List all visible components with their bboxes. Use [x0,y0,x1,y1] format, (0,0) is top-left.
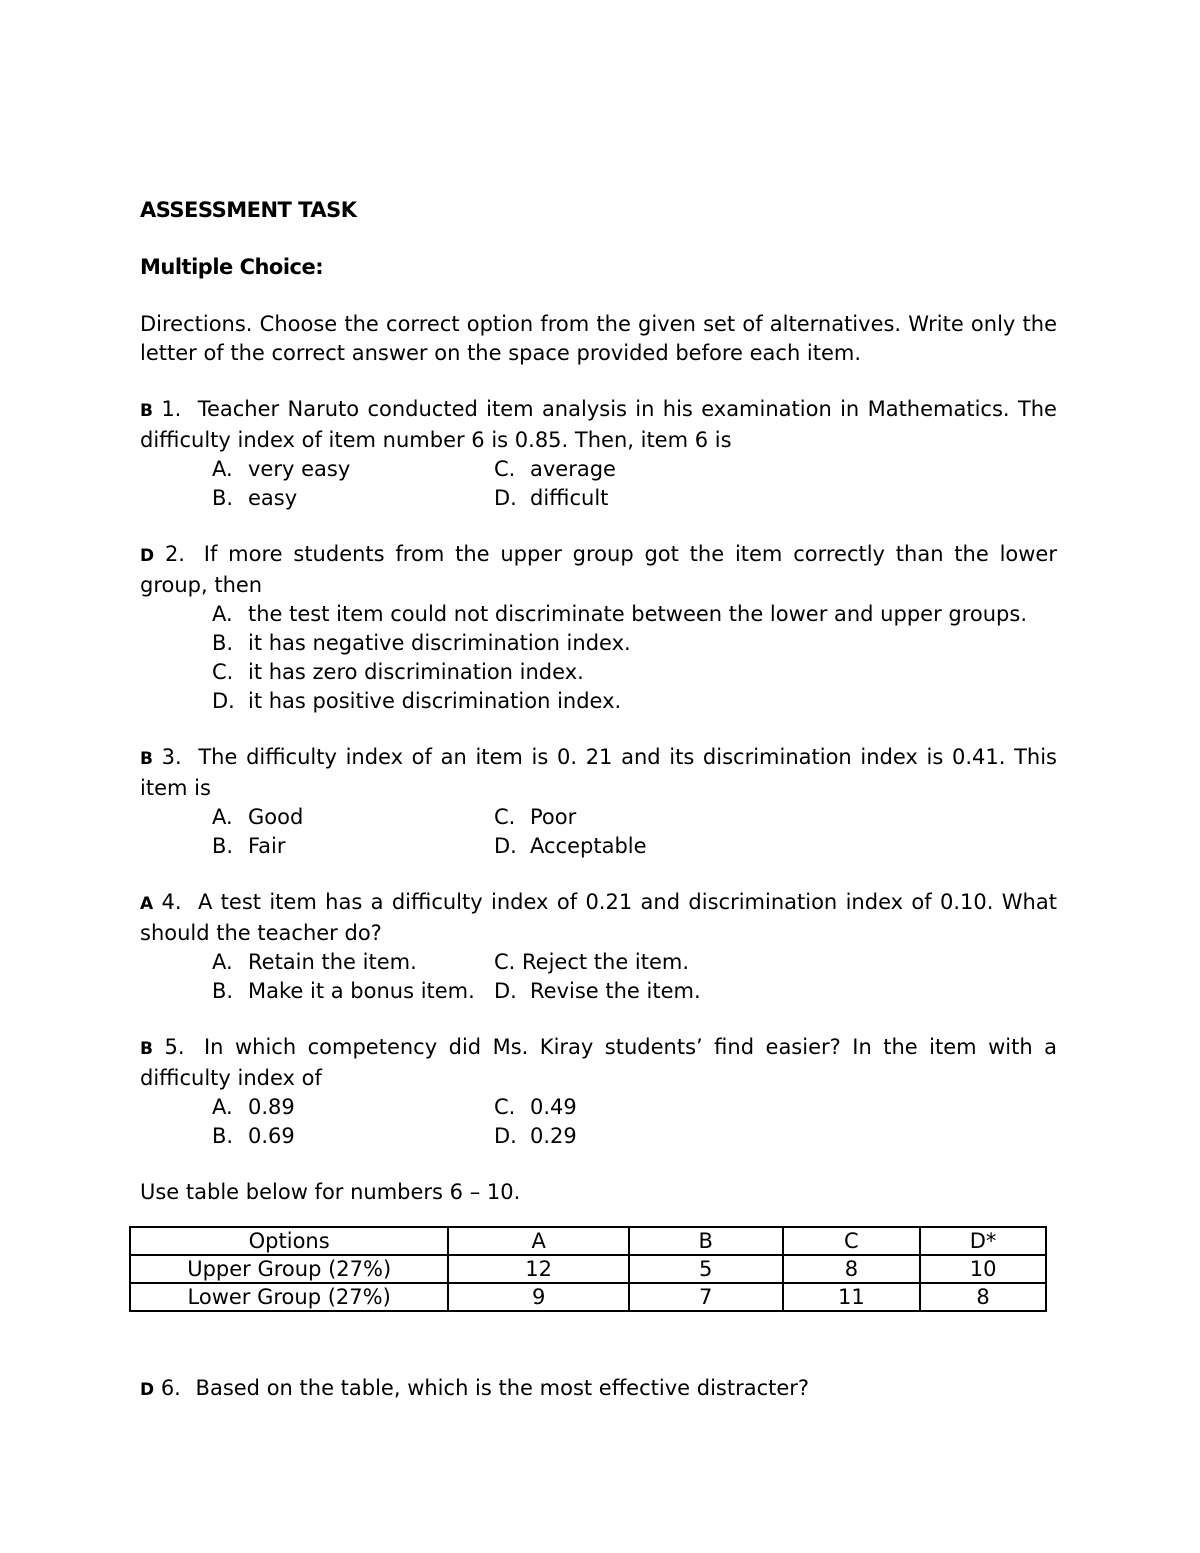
option-text: Good [248,805,304,829]
option-text: 0.69 [248,1124,295,1148]
option-letter: D. [212,689,235,713]
option-letter: B. [212,486,234,510]
option-letter: A. [212,457,233,481]
table-cell: 9 [448,1283,629,1311]
options-grid [212,948,1057,1006]
table-row [130,1283,1046,1311]
table-cell: Upper Group (27%) [130,1255,448,1283]
table-cell: D* [920,1227,1046,1255]
option-text: Make it a bonus item. [248,979,475,1003]
option-letter: A. [212,1095,233,1119]
option [494,484,794,513]
option [494,832,794,861]
options-list [212,600,1057,716]
table-cell: 10 [920,1255,1046,1283]
table-cell: 5 [629,1255,783,1283]
option-text: Fair [248,834,286,858]
option [494,948,794,977]
option-letter: C. [494,950,516,974]
option-letter: D. [494,834,517,858]
question-2 [140,540,1057,716]
section-heading: Multiple Choice: [140,255,324,279]
table-note: Use table below for numbers 6 – 10. [140,1180,521,1204]
table-cell: Lower Group (27%) [130,1283,448,1311]
option-text: Retain the item. [248,950,417,974]
option-text: it has zero discrimination index. [248,660,584,684]
answer-mark: B [140,749,153,769]
question-text: Based on the table, which is the most effective distracter? [195,1376,810,1400]
table-cell: C [783,1227,921,1255]
option [212,948,494,977]
option [494,977,794,1006]
table-cell: B [629,1227,783,1255]
question-stem [140,743,1057,803]
question-number: 3. [161,745,182,769]
directions-text: Directions. Choose the correct option from the given set of alternatives. Write only the letter of the correct answer on the space provided before each item. [140,312,1057,365]
table-cell: Options [130,1227,448,1255]
option-text: Revise the item. [530,979,701,1003]
option-text: average [530,457,616,481]
option-letter: A. [212,805,233,829]
question-number: 4. [161,890,182,914]
answer-mark: A [140,894,154,914]
option [212,484,494,513]
option-text: difficult [530,486,609,510]
table-cell: 12 [448,1255,629,1283]
question-stem [140,540,1057,600]
option-text: Acceptable [530,834,647,858]
question-text: The difficulty index of an item is 0. 21 and its discrimination index is 0.41. This item is [140,745,1057,800]
option-text: very easy [248,457,351,481]
question-number: 6. [160,1376,181,1400]
option [212,1122,494,1151]
option-text: easy [248,486,298,510]
question-4 [140,888,1057,1006]
option-text: it has negative discrimination index. [248,631,631,655]
option-letter: C. [494,805,516,829]
question-stem [140,888,1057,948]
option-text: 0.49 [530,1095,577,1119]
option [494,1093,794,1122]
question-1 [140,395,1057,513]
options-grid [212,455,1057,513]
question-number: 1. [161,397,182,421]
option [494,1122,794,1151]
option-letter: C. [494,1095,516,1119]
option-letter: B. [212,979,234,1003]
option-text: 0.29 [530,1124,577,1148]
option [212,832,494,861]
option-text: Reject the item. [522,950,690,974]
option-letter: B. [212,834,234,858]
option [212,629,1057,658]
option-letter: D. [494,486,517,510]
question-5 [140,1033,1057,1151]
question-text: If more students from the upper group got the item correctly than the lower group, then [140,542,1057,597]
question-text: In which competency did Ms. Kiray students’ find easier? In the item with a difficulty index of [140,1035,1057,1090]
answer-mark: B [140,1039,153,1059]
option [494,803,794,832]
option-letter: C. [494,457,516,481]
question-text: A test item has a difficulty index of 0.21 and discrimination index of 0.10. What should the teacher do? [140,890,1057,945]
option-letter: B. [212,631,234,655]
table-cell: 8 [920,1283,1046,1311]
option [494,455,794,484]
option-text: it has positive discrimination index. [248,689,622,713]
table-cell: 11 [783,1283,921,1311]
option-letter: D. [494,979,517,1003]
option [212,600,1057,629]
document-title: ASSESSMENT TASK [140,198,357,222]
question-stem [140,1033,1057,1093]
option [212,658,1057,687]
option-text: the test item could not discriminate between the lower and upper groups. [248,602,1027,626]
option-letter: A. [212,602,233,626]
options-grid [212,1093,1057,1151]
question-3 [140,743,1057,861]
option [212,1093,494,1122]
question-6 [140,1374,809,1405]
option-text: Poor [530,805,577,829]
question-stem [140,395,1057,455]
option [212,687,1057,716]
options-grid [212,803,1057,861]
option-letter: D. [494,1124,517,1148]
table-cell: 8 [783,1255,921,1283]
table-cell: 7 [629,1283,783,1311]
option [212,803,494,832]
option-letter: B. [212,1124,234,1148]
document-content [140,196,1057,1233]
option-text: 0.89 [248,1095,295,1119]
option [212,977,494,1006]
item-analysis-table [129,1226,1047,1312]
table-cell: A [448,1227,629,1255]
option-letter: C. [212,660,234,684]
question-number: 2. [164,542,185,566]
table-row [130,1255,1046,1283]
option-letter: A. [212,950,233,974]
question-number: 5. [164,1035,185,1059]
question-text: Teacher Naruto conducted item analysis in his examination in Mathematics. The difficulty index of item number 6 is 0.85. Then, item 6 is [140,397,1057,452]
table-header-row [130,1227,1046,1255]
answer-mark: D [140,546,155,566]
answer-mark: D [140,1380,155,1400]
answer-mark: B [140,401,153,421]
option [212,455,494,484]
